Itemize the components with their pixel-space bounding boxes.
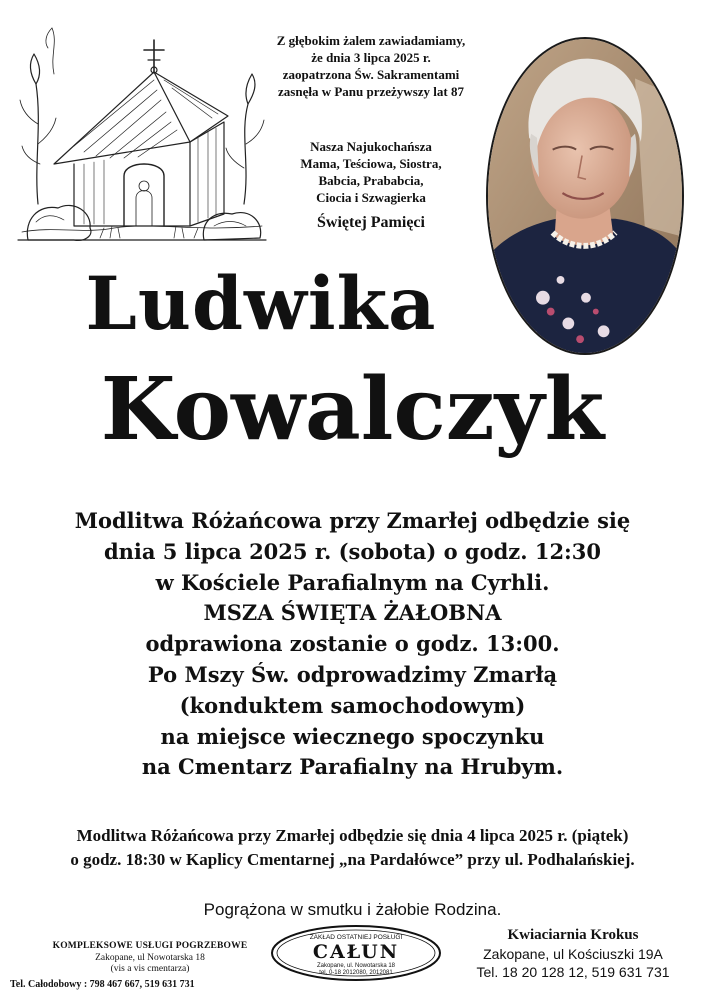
relations-line: Nasza Najukochańsza [310,139,432,154]
intro-line: zasnęła w Panu przeżywszy lat 87 [278,84,464,99]
intro-line: że dnia 3 lipca 2025 r. [311,50,431,65]
service-line: (konduktem samochodowym) [179,692,526,718]
rosary-line: o godz. 18:30 w Kaplicy Cmentarnej „na Pardałówce” przy ul. Podhalańskiej. [70,850,635,869]
funeral-home-info [10,940,290,993]
funeral-home-note: (vis a vis cmentarza) [110,964,190,974]
florist-name: Kwiaciarnia Krokus [507,927,639,943]
service-line: w Kościele Parafialnym na Cyrhli. [155,569,550,595]
rosary-line: Modlitwa Różańcowa przy Zmarłej odbędzie się dnia 4 lipca 2025 r. (piątek) [76,826,629,845]
service-details [0,506,705,783]
service-line: Po Mszy Św. odprowadzimy Zmarłą [147,661,558,687]
calun-phone: tel. 0-18 2012080, 2012081 [319,970,393,976]
deceased-first-name: Ludwika [85,261,437,347]
funeral-home-phone: Tel. Całodobowy : 798 467 667, 519 631 731 [10,979,195,990]
service-line: na miejsce wiecznego spoczynku [160,723,545,749]
deceased-last-name: Kowalczyk [100,359,605,460]
portrait-photo [486,37,684,355]
service-line: MSZA ŚWIĘTA ŻAŁOBNA [203,600,502,626]
chapel-illustration [14,14,270,246]
service-line: Modlitwa Różańcowa przy Zmarłej odbędzie się [74,508,631,533]
florist-info [448,926,698,981]
calun-logo [270,924,442,982]
intro-line: zaopatrzona Św. Sakramentami [282,67,460,82]
florist-address: Zakopane, ul Kościuszki 19A [483,946,663,962]
family-signature: Pogrążona w smutku i żałobie Rodzina. [203,900,502,919]
service-line: odprawiona zostanie o godz. 13:00. [145,631,560,657]
intro-line: Z głębokim żalem zawiadamiamy, [276,33,466,48]
intro-announcement [236,32,506,100]
calun-address: Zakopane, ul. Nowotarska 18 [316,963,396,969]
relations-block [260,138,482,206]
relations-line: Ciocia i Szwagierka [316,190,426,205]
florist-phone: Tel. 18 20 128 12, 519 631 731 [476,964,670,980]
rosary-notice [0,824,705,872]
calun-top-text: ZAKŁAD OSTATNIEJ POSŁUGI [309,934,403,941]
service-line: na Cmentarz Parafialny na Hrubym. [141,754,564,780]
calun-name: CAŁUN [312,941,400,963]
relations-line: Mama, Teściowa, Siostra, [300,156,442,171]
relations-line: Babcia, Prababcia, [318,173,424,188]
funeral-home-title: KOMPLEKSOWE USŁUGI POGRZEBOWE [52,941,248,951]
memory-heading: Świętej Pamięci [317,214,425,231]
funeral-home-address: Zakopane, ul Nowotarska 18 [95,953,205,963]
service-line: dnia 5 lipca 2025 r. (sobota) o godz. 12:30 [103,538,602,564]
